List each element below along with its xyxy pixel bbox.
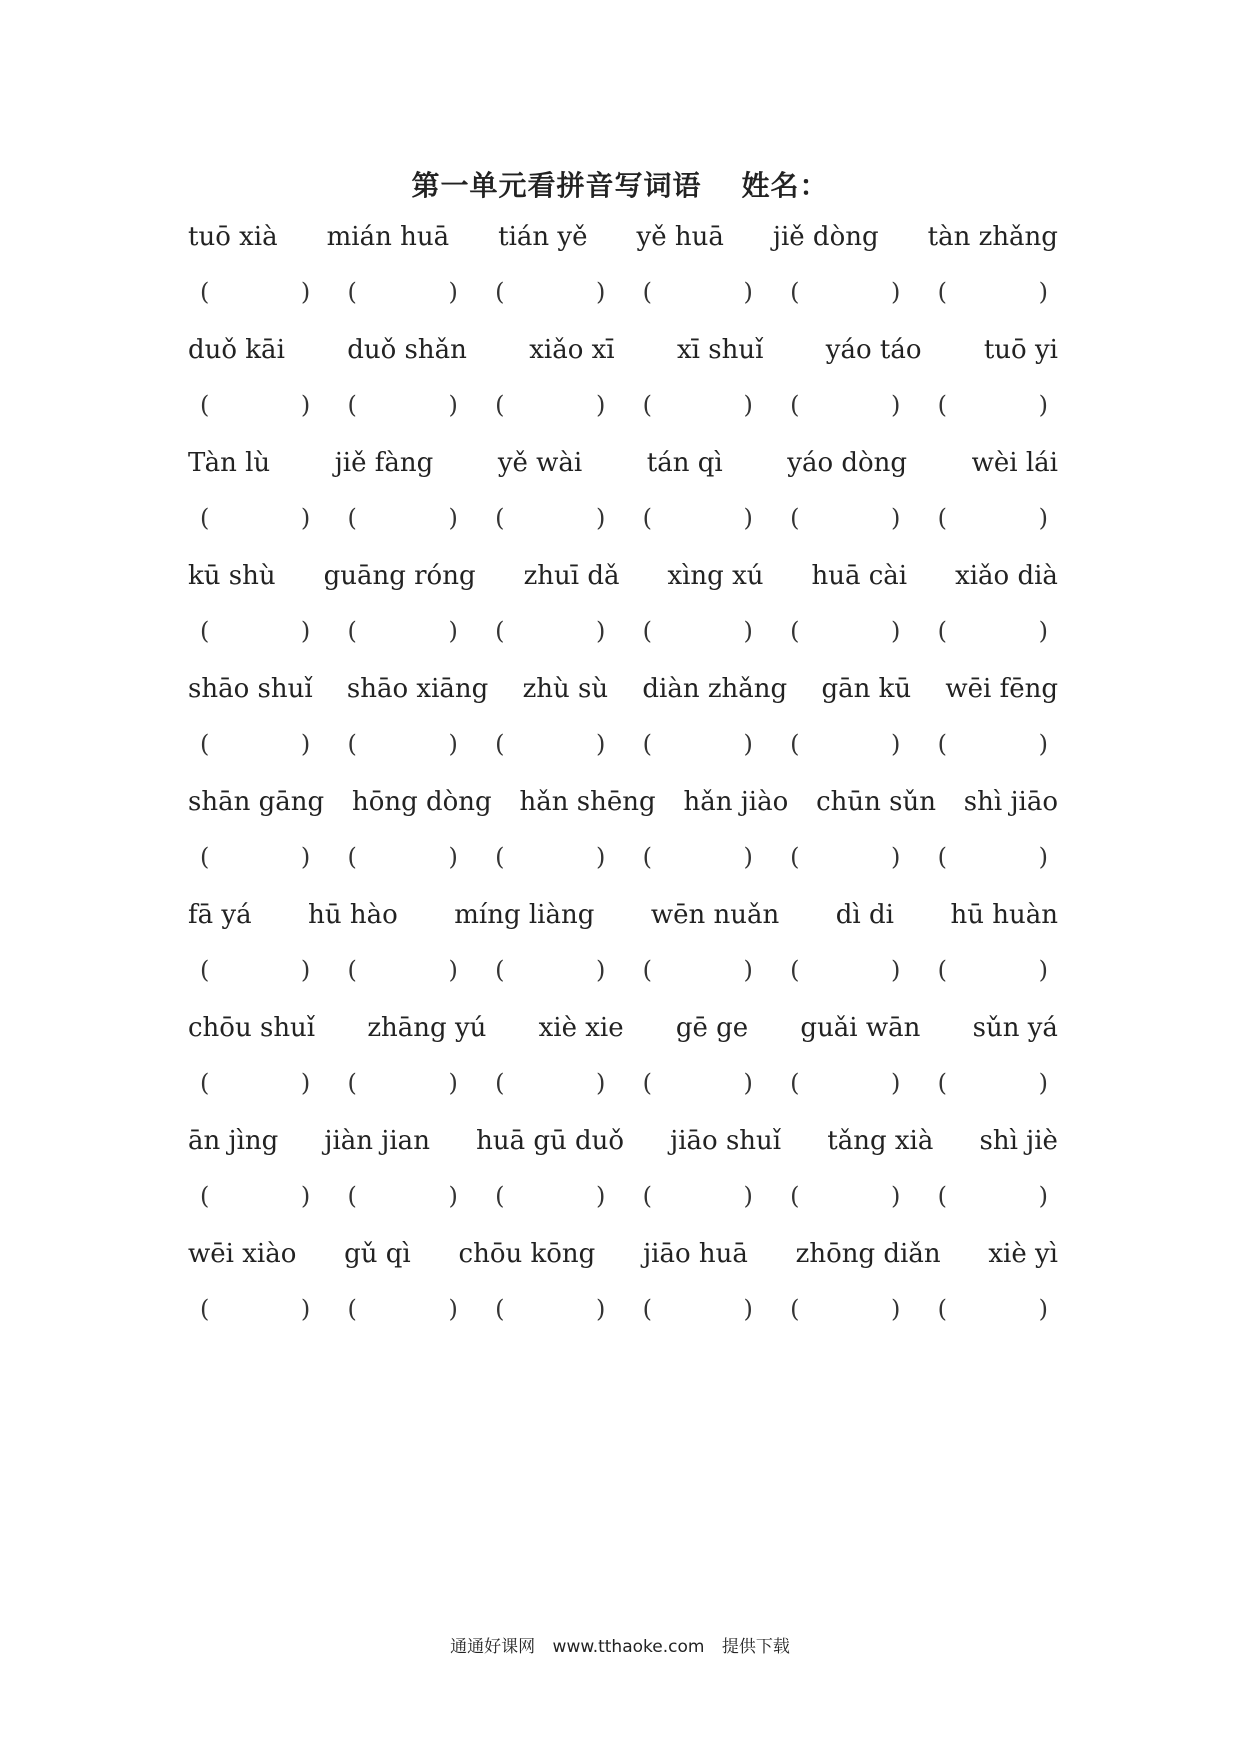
pinyin-line [188,1126,1058,1182]
answer-blank[interactable]: ( ) [642,1069,753,1097]
answer-blank[interactable]: ( ) [347,843,458,871]
pinyin-word: tán qì [646,448,723,478]
pinyin-word: diàn zhǎng [642,674,788,704]
page-title [0,164,1240,204]
pinyin-word: Tàn lù [188,448,271,478]
answer-blank[interactable]: ( ) [642,1295,753,1323]
pinyin-word: guāng róng [323,561,476,591]
answer-blank[interactable]: ( ) [937,843,1048,871]
pinyin-word: xìng xú [667,561,764,591]
pinyin-word: hǎn shēng [519,787,656,817]
answer-blank[interactable]: ( ) [200,1069,311,1097]
answer-blank-line [188,1295,1058,1352]
pinyin-word: hū hào [308,900,398,930]
answer-blank[interactable]: ( ) [790,1182,901,1210]
pinyin-line [188,787,1058,843]
pinyin-word: hǎn jiào [683,787,789,817]
pinyin-word: huā gū duǒ [476,1126,625,1156]
answer-blank[interactable]: ( ) [347,504,458,532]
answer-blank[interactable]: ( ) [495,1182,606,1210]
pinyin-word: fā yá [188,900,252,930]
pinyin-word: zhù sù [522,674,609,704]
pinyin-word: shān gāng [188,787,325,817]
pinyin-word: wēn nuǎn [650,900,780,930]
pinyin-word: míng liàng [454,900,595,930]
answer-blank[interactable]: ( ) [790,504,901,532]
answer-blank[interactable]: ( ) [790,843,901,871]
pinyin-word: xī shuǐ [677,335,764,365]
answer-blank-line [188,278,1058,335]
answer-blank[interactable]: ( ) [937,956,1048,984]
exercise-row [188,222,1058,335]
footer-url: www.tthaoke.com [552,1637,705,1657]
exercise-row [188,900,1058,1013]
pinyin-word: chōu shuǐ [188,1013,316,1043]
pinyin-word: jiě fàng [334,448,434,478]
pinyin-word: kū shù [188,561,276,591]
exercise-row [188,561,1058,674]
pinyin-word: yáo dòng [787,448,908,478]
answer-blank[interactable]: ( ) [495,617,606,645]
answer-blank[interactable]: ( ) [200,843,311,871]
exercise-rows [188,222,1058,1352]
pinyin-line [188,448,1058,504]
pinyin-line [188,561,1058,617]
answer-blank-line [188,1182,1058,1239]
pinyin-word: tàn zhǎng [927,222,1058,252]
answer-blank[interactable]: ( ) [200,278,311,306]
answer-blank[interactable]: ( ) [642,730,753,758]
pinyin-word: yě wài [497,448,583,478]
answer-blank-line [188,391,1058,448]
pinyin-word: xiè xie [538,1013,624,1043]
answer-blank-line [188,1069,1058,1126]
pinyin-word: tuō xià [188,222,278,252]
exercise-row [188,448,1058,561]
exercise-row [188,1126,1058,1239]
pinyin-word: chūn sǔn [816,787,936,817]
pinyin-word: tǎng xià [827,1126,934,1156]
exercise-row [188,674,1058,787]
answer-blank[interactable]: ( ) [642,617,753,645]
exercise-row [188,1013,1058,1126]
answer-blank[interactable]: ( ) [200,617,311,645]
exercise-row [188,787,1058,900]
answer-blank[interactable]: ( ) [347,391,458,419]
answer-blank[interactable]: ( ) [642,391,753,419]
pinyin-word: xiǎo dià [955,561,1058,591]
answer-blank[interactable]: ( ) [347,1182,458,1210]
pinyin-line [188,900,1058,956]
answer-blank[interactable]: ( ) [495,1295,606,1323]
pinyin-word: huā cài [811,561,908,591]
pinyin-word: sǔn yá [972,1013,1058,1043]
pinyin-line [188,674,1058,730]
answer-blank[interactable]: ( ) [495,504,606,532]
answer-blank[interactable]: ( ) [495,730,606,758]
pinyin-word: guǎi wān [800,1013,921,1043]
pinyin-word: zhōng diǎn [795,1239,941,1269]
answer-blank[interactable]: ( ) [937,504,1048,532]
pinyin-word: shāo xiāng [346,674,489,704]
pinyin-word: tián yě [498,222,588,252]
answer-blank[interactable]: ( ) [790,391,901,419]
pinyin-word: chōu kōng [458,1239,596,1269]
answer-blank[interactable]: ( ) [200,504,311,532]
answer-blank[interactable]: ( ) [642,278,753,306]
answer-blank[interactable]: ( ) [200,956,311,984]
answer-blank-line [188,617,1058,674]
exercise-row [188,1239,1058,1352]
answer-blank[interactable]: ( ) [642,956,753,984]
answer-blank[interactable]: ( ) [790,1295,901,1323]
pinyin-word: gǔ qì [344,1239,411,1269]
answer-blank[interactable]: ( ) [200,1295,311,1323]
pinyin-line [188,1239,1058,1295]
answer-blank[interactable]: ( ) [937,730,1048,758]
answer-blank-line [188,730,1058,787]
pinyin-word: duǒ shǎn [347,335,467,365]
pinyin-word: xiǎo xī [529,335,615,365]
answer-blank[interactable]: ( ) [790,278,901,306]
answer-blank[interactable]: ( ) [347,730,458,758]
pinyin-line [188,1013,1058,1069]
footer [0,1632,1240,1657]
pinyin-word: zhuī dǎ [523,561,620,591]
answer-blank[interactable]: ( ) [495,956,606,984]
pinyin-line [188,335,1058,391]
footer-site-name: 通通好课网 [450,1637,536,1657]
pinyin-word: wēi fēng [945,674,1058,704]
answer-blank-line [188,843,1058,900]
answer-blank[interactable]: ( ) [790,1069,901,1097]
answer-blank[interactable]: ( ) [200,391,311,419]
pinyin-word: shāo shuǐ [188,674,313,704]
answer-blank[interactable]: ( ) [347,617,458,645]
answer-blank[interactable]: ( ) [937,617,1048,645]
answer-blank-line [188,956,1058,1013]
answer-blank[interactable]: ( ) [937,1069,1048,1097]
pinyin-word: hōng dòng [351,787,492,817]
pinyin-word: jiě dòng [772,222,879,252]
pinyin-word: jiāo huā [643,1239,748,1269]
answer-blank-line [188,504,1058,561]
pinyin-word: wèi lái [971,448,1058,478]
pinyin-word: gān kū [821,674,912,704]
pinyin-word: jiàn jian [324,1126,430,1156]
pinyin-word: ān jìng [188,1126,279,1156]
answer-blank[interactable]: ( ) [642,504,753,532]
pinyin-word: zhāng yú [367,1013,487,1043]
pinyin-word: shì jiè [979,1126,1058,1156]
answer-blank[interactable]: ( ) [937,1182,1048,1210]
pinyin-word: xiè yì [988,1239,1058,1269]
answer-blank[interactable]: ( ) [937,1295,1048,1323]
pinyin-word: yáo táo [825,335,922,365]
pinyin-word: hū huàn [950,900,1058,930]
pinyin-line [188,222,1058,278]
answer-blank[interactable]: ( ) [495,278,606,306]
answer-blank[interactable]: ( ) [347,278,458,306]
answer-blank[interactable]: ( ) [495,843,606,871]
answer-blank[interactable]: ( ) [495,1069,606,1097]
pinyin-word: gē ge [675,1013,749,1043]
answer-blank[interactable]: ( ) [937,391,1048,419]
answer-blank[interactable]: ( ) [347,956,458,984]
answer-blank[interactable]: ( ) [200,730,311,758]
pinyin-word: mián huā [326,222,450,252]
answer-blank[interactable]: ( ) [642,1182,753,1210]
pinyin-word: shì jiāo [963,787,1058,817]
answer-blank[interactable]: ( ) [790,617,901,645]
worksheet-title: 第一单元看拼音写词语 [411,169,702,202]
name-label: 姓名： [741,169,829,202]
footer-suffix: 提供下载 [721,1637,790,1657]
pinyin-word: jiāo shuǐ [670,1126,782,1156]
exercise-row [188,335,1058,448]
pinyin-word: duǒ kāi [188,335,285,365]
pinyin-word: dì di [835,900,894,930]
answer-blank[interactable]: ( ) [790,730,901,758]
pinyin-word: wēi xiào [188,1239,297,1269]
answer-blank[interactable]: ( ) [495,391,606,419]
answer-blank[interactable]: ( ) [200,1182,311,1210]
answer-blank[interactable]: ( ) [937,278,1048,306]
pinyin-word: tuō yi [983,335,1058,365]
answer-blank[interactable]: ( ) [347,1069,458,1097]
answer-blank[interactable]: ( ) [347,1295,458,1323]
answer-blank[interactable]: ( ) [642,843,753,871]
answer-blank[interactable]: ( ) [790,956,901,984]
pinyin-word: yě huā [636,222,724,252]
